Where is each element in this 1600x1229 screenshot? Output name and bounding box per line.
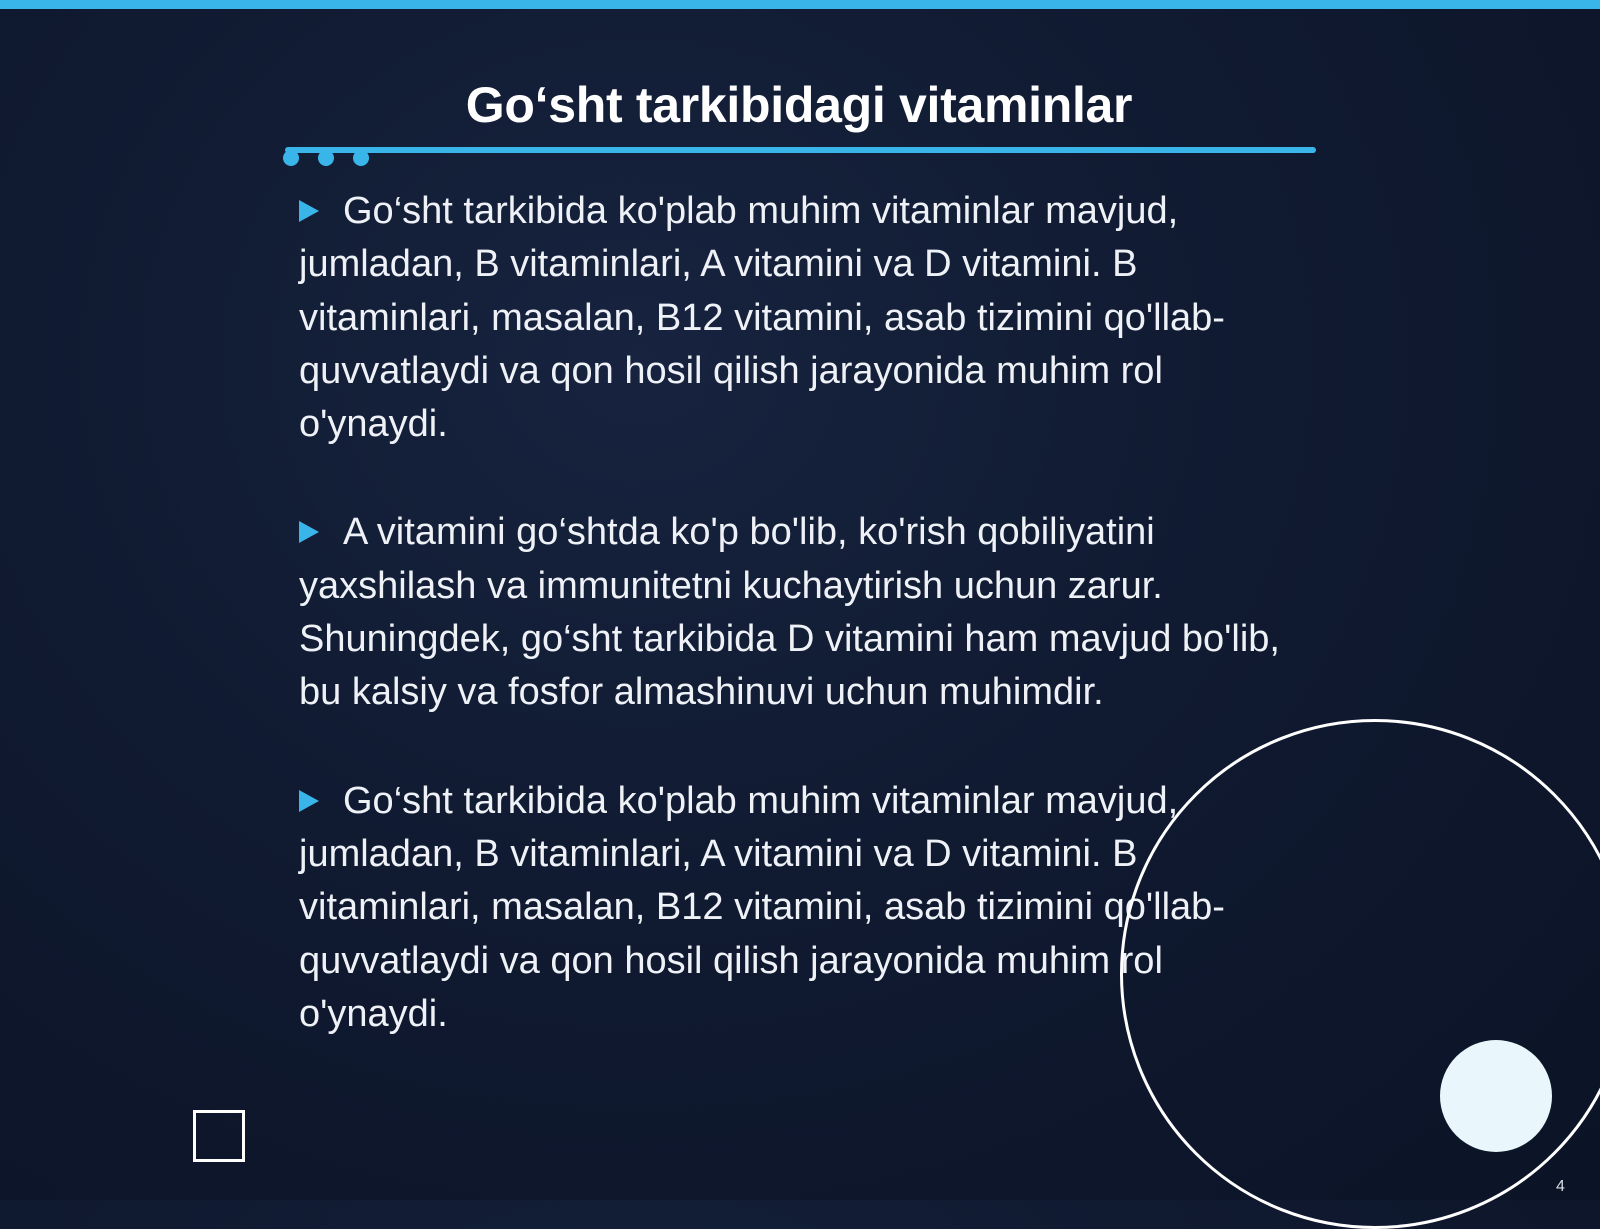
- decor-dot: [353, 150, 369, 166]
- decor-dot: [318, 150, 334, 166]
- triangle-right-icon: [299, 200, 319, 222]
- title-underline: [285, 147, 1316, 153]
- triangle-right-icon: [299, 521, 319, 543]
- bullet-paragraph-2: [299, 506, 1299, 719]
- triangle-right-icon: [299, 790, 319, 812]
- paragraph-text: Go‘sht tarkibida ko'plab muhim vitaminlar mavjud, jumladan, B vitaminlari, A vitamini va D vitamini. B vitaminlari, masalan, B12 vitamini, asab tizimini qo'llab-quvvatlaydi va qon hosil qilish jarayonida muhim rol o'ynaydi.: [299, 190, 1225, 446]
- decor-outline-circle: [1120, 719, 1600, 1229]
- decor-dot: [283, 150, 299, 166]
- decor-outline-square: [193, 1110, 245, 1162]
- page-number: 4: [1556, 1178, 1565, 1195]
- paragraph-text: A vitamini go‘shtda ko'p bo'lib, ko'rish qobiliyatini yaxshilash va immunitetni kuchaytirish uchun zarur. Shuningdek, go‘sht tarkibida D vitamini ham mavjud bo'lib, bu kalsiy va fosfor almashinuvi uchun muhimdir.: [299, 511, 1280, 714]
- slide-title: Go‘sht tarkibidagi vitaminlar: [465, 77, 1133, 133]
- paragraph-text: Go‘sht tarkibida ko'plab muhim vitaminlar mavjud, jumladan, B vitaminlari, A vitamini va D vitamini. B vitaminlari, masalan, B12 vitamini, asab tizimini qo'llab-quvvatlaydi va qon hosil qilish jarayonida muhim rol o'ynaydi.: [299, 779, 1225, 1035]
- decor-filled-circle: [1440, 1040, 1552, 1152]
- top-accent-bar: [0, 0, 1600, 9]
- bullet-paragraph-1: [299, 185, 1299, 451]
